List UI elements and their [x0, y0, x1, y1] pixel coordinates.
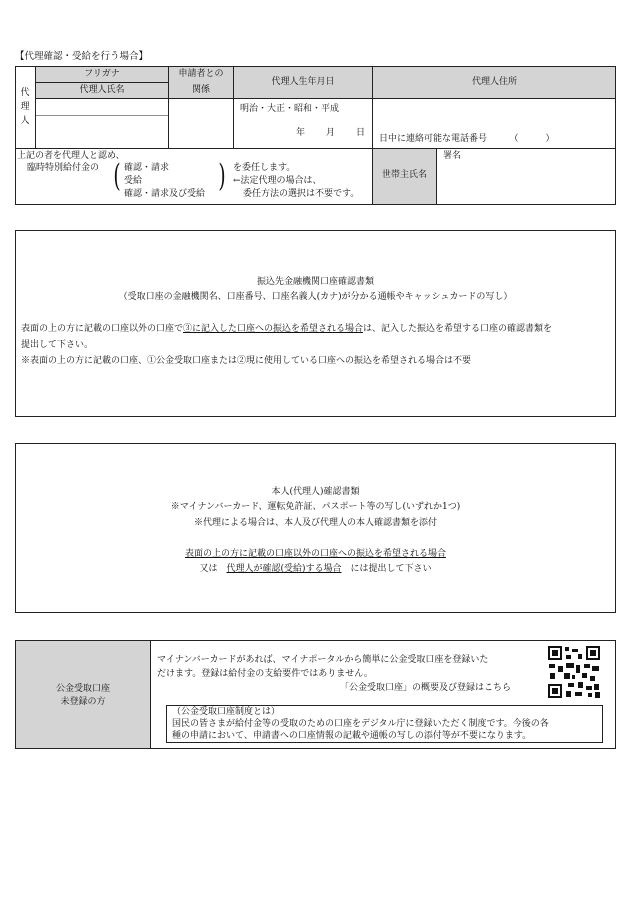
qr-code-icon[interactable] — [548, 646, 600, 698]
daytime-phone: 日中に連絡可能な電話番号 （ ） — [379, 134, 555, 144]
id-box-line3-text: 表面の上の方に記載の口座以外の口座への振込を希望される場合 — [184, 549, 446, 559]
bank-box-body-line2: 提出して下さい。 — [21, 340, 94, 350]
bank-box-body-part2: は、記入した振込を希望する口座の確認書類を — [363, 324, 553, 334]
delegate-text: を委任します。 — [233, 163, 296, 173]
label-nin: 人 — [20, 116, 30, 126]
right-bracket: ) — [218, 158, 226, 194]
bank-box-body-underlined: ③に記入した口座への振込を希望される場合 — [183, 324, 364, 334]
public-account-text-2: だけます。登録は給付金の支給要件ではありません。 — [157, 669, 373, 679]
option-both: 確認・請求及び受給 — [124, 189, 206, 199]
era-options: 明治・大正・昭和・平成 — [240, 104, 340, 114]
id-box-line2: ※代理による場合は、本人及び代理人の本人確認書類を添付 — [193, 518, 437, 528]
bank-box-body-line1 — [21, 324, 552, 335]
bank-box-subtitle: （受取口座の金融機関名、口座番号、口座名義人(カナ)が分かる通帳やキャッシュカードの写し） — [118, 292, 513, 302]
furigana-header: フリガナ — [84, 69, 120, 79]
id-box-line4-underlined: 代理人が確認(受給)する場合 — [226, 564, 342, 574]
legal-note-2: 委任方法の選択は不要です。 — [243, 189, 360, 199]
legal-note-1: ←法定代理の場合は、 — [233, 176, 322, 186]
proxy-heading: 【代理確認・受給を行う場合】 — [15, 51, 149, 62]
relation-header-2: 関係 — [191, 85, 210, 95]
relation-header-1: 申請者との — [178, 69, 224, 79]
delegation-line-1: 上記の者を代理人と認め、 — [17, 151, 125, 161]
delegation-line-2: 臨時特別給付金の — [27, 163, 100, 173]
public-account-text-1: マイナンバーカードがあれば、マイナポータルから簡単に公金受取口座を登録いた — [157, 655, 489, 665]
signature-label: 署名 — [443, 151, 462, 161]
bank-box-title: 振込先金融機関口座確認書類 — [256, 277, 374, 287]
public-account-label-2: 未登録の方 — [60, 697, 106, 707]
bank-box-body-part1: 表面の上の方に記載の口座以外の口座で — [21, 324, 184, 334]
public-account-link[interactable]: 「公金受取口座」の概要及び登録はこちら — [340, 683, 512, 693]
option-confirm-request: 確認・請求 — [124, 163, 170, 173]
birth-date-header: 代理人生年月日 — [271, 77, 335, 87]
left-bracket: ( — [113, 158, 121, 194]
id-box-line4-suffix: には提出して下さい — [350, 564, 432, 574]
id-box-line4 — [16, 564, 615, 575]
proxy-name-header: 代理人氏名 — [79, 85, 125, 95]
id-box-line4-prefix: 又は — [199, 564, 218, 574]
id-box-title: 本人(代理人)確認書類 — [271, 487, 360, 497]
option-receive: 受給 — [124, 176, 143, 186]
householder-label: 世帯主氏名 — [381, 170, 427, 180]
system-title: （公金受取口座制度とは） — [172, 707, 281, 717]
address-header: 代理人住所 — [471, 77, 517, 87]
label-dai: 代 — [20, 88, 30, 98]
system-line-2: 種の申請において、申請書への口座情報の記載や通帳の写しの添付等が不要になります。 — [172, 731, 532, 741]
public-account-label-1: 公金受取口座 — [55, 684, 110, 694]
system-line-1: 国民の皆さまが給付金等の受取のための口座をデジタル庁に登録いただく制度です。今後の各 — [172, 719, 549, 729]
bank-box-note: ※表面の上の方に記載の口座、①公金受取口座または②現に使用している口座への振込を希望される場合は不要 — [21, 356, 472, 366]
label-ri: 理 — [20, 102, 30, 112]
id-box-line1: ※マイナンバーカード、運転免許証、パスポート等の写し(いずれか1つ) — [170, 502, 461, 512]
id-box-line3 — [16, 549, 615, 560]
date-units: 年 月 日 — [296, 128, 367, 138]
